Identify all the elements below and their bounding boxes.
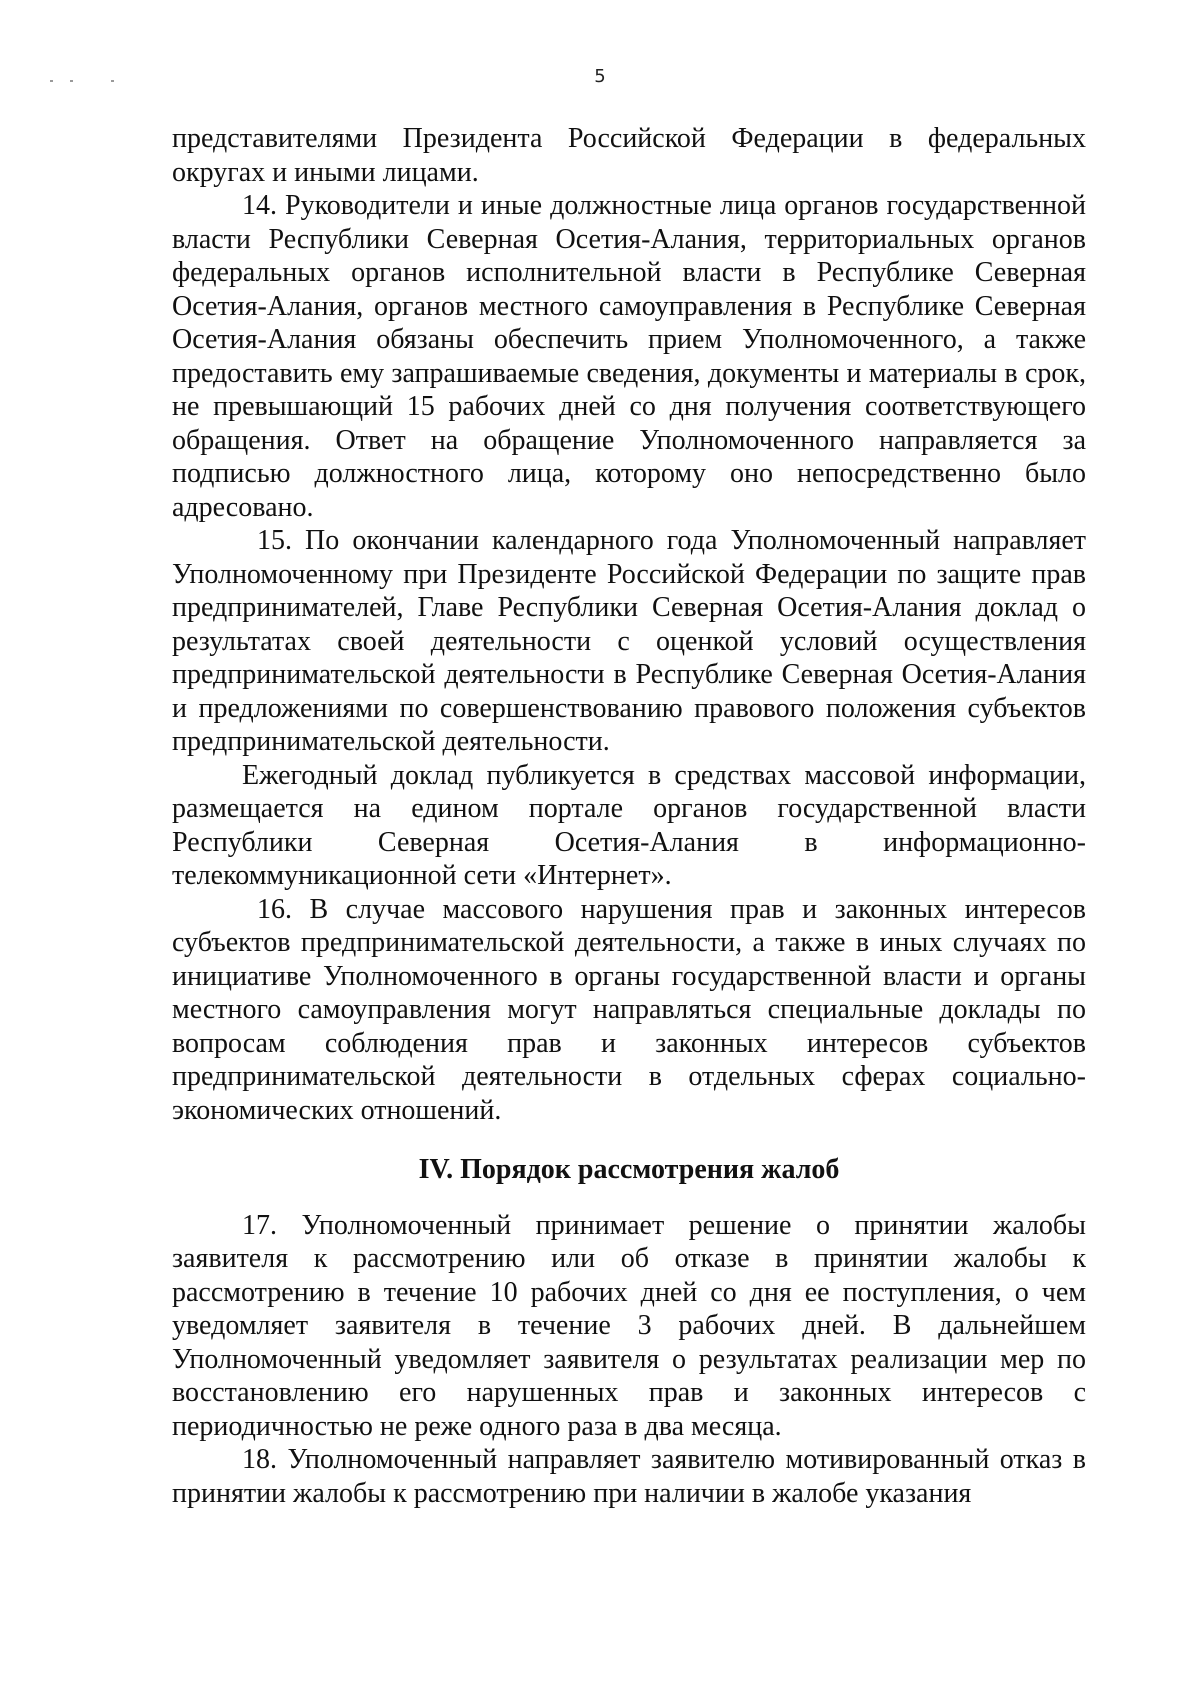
paragraph-15: 15. По окончании календарного года Уполномоченный направляет Уполномоченному при Президенте Российской Федерации по защите прав предпринимателей, Главе Республики Северная Осетия-Алания доклад о результатах своей деятельности с оценкой условий осуществления предпринимательской деятельности в Республике Северная Осетия-Алания и предложениями по совершенствованию правового положения субъектов предпринимательской деятельности. <box>172 525 1086 757</box>
section-heading: IV. Порядок рассмотрения жалоб <box>418 1154 840 1185</box>
paragraph-17: 17. Уполномоченный принимает решение о принятии жалобы заявителя к рассмотрению или об отказе в принятии жалобы к рассмотрению в течение 10 рабочих дней со дня ее поступления, о чем уведомляет заявителя в течение 3 рабочих дней. В дальнейшем Уполномоченный уведомляет заявителя о результатах реализации мер по восстановлению его нарушенных прав и законных интересов с периодичностью не реже одного раза в два месяца. <box>172 1209 1086 1442</box>
paragraph-continuation: представителями Президента Российской Федерации в федеральных округах и иными лицами. <box>172 123 1086 188</box>
page-number: 5 <box>594 66 606 87</box>
document-body <box>172 122 1086 1510</box>
paragraph-16: 16. В случае массового нарушения прав и законных интересов субъектов предпринимательской деятельности, а также в иных случаях по инициативе Уполномоченного в органы государственной власти и органы местного самоуправления могут направляться специальные доклады по вопросам соблюдения прав и законных интересов субъектов предпринимательской деятельности в отдельных сферах социально-экономических отношений. <box>172 893 1086 1126</box>
paragraph-15-annual-report: Ежегодный доклад публикуется в средствах массовой информации, размещается на едином портале органов государственной власти Республики Северная Осетия-Алания в информационно-телекоммуникационной сети «Интернет». <box>172 759 1086 891</box>
paragraph-14: 14. Руководители и иные должностные лица органов государственной власти Республики Северная Осетия-Алания, территориальных органов федеральных органов исполнительной власти в Республике Северная Осетия-Алания, органов местного самоуправления в Республике Северная Осетия-Алания обязаны обеспечить прием Уполномоченного, а также предоставить ему запрашиваемые сведения, документы и материалы в срок, не превышающий 15 рабочих дней со дня получения соответствующего обращения. Ответ на обращение Уполномоченного направляется за подписью должностного лица, которому оно непосредственно было адресовано. <box>172 190 1086 523</box>
paragraph-18: 18. Уполномоченный направляет заявителю мотивированный отказ в принятии жалобы к рассмотрению при наличии в жалобе указания <box>172 1444 1086 1509</box>
